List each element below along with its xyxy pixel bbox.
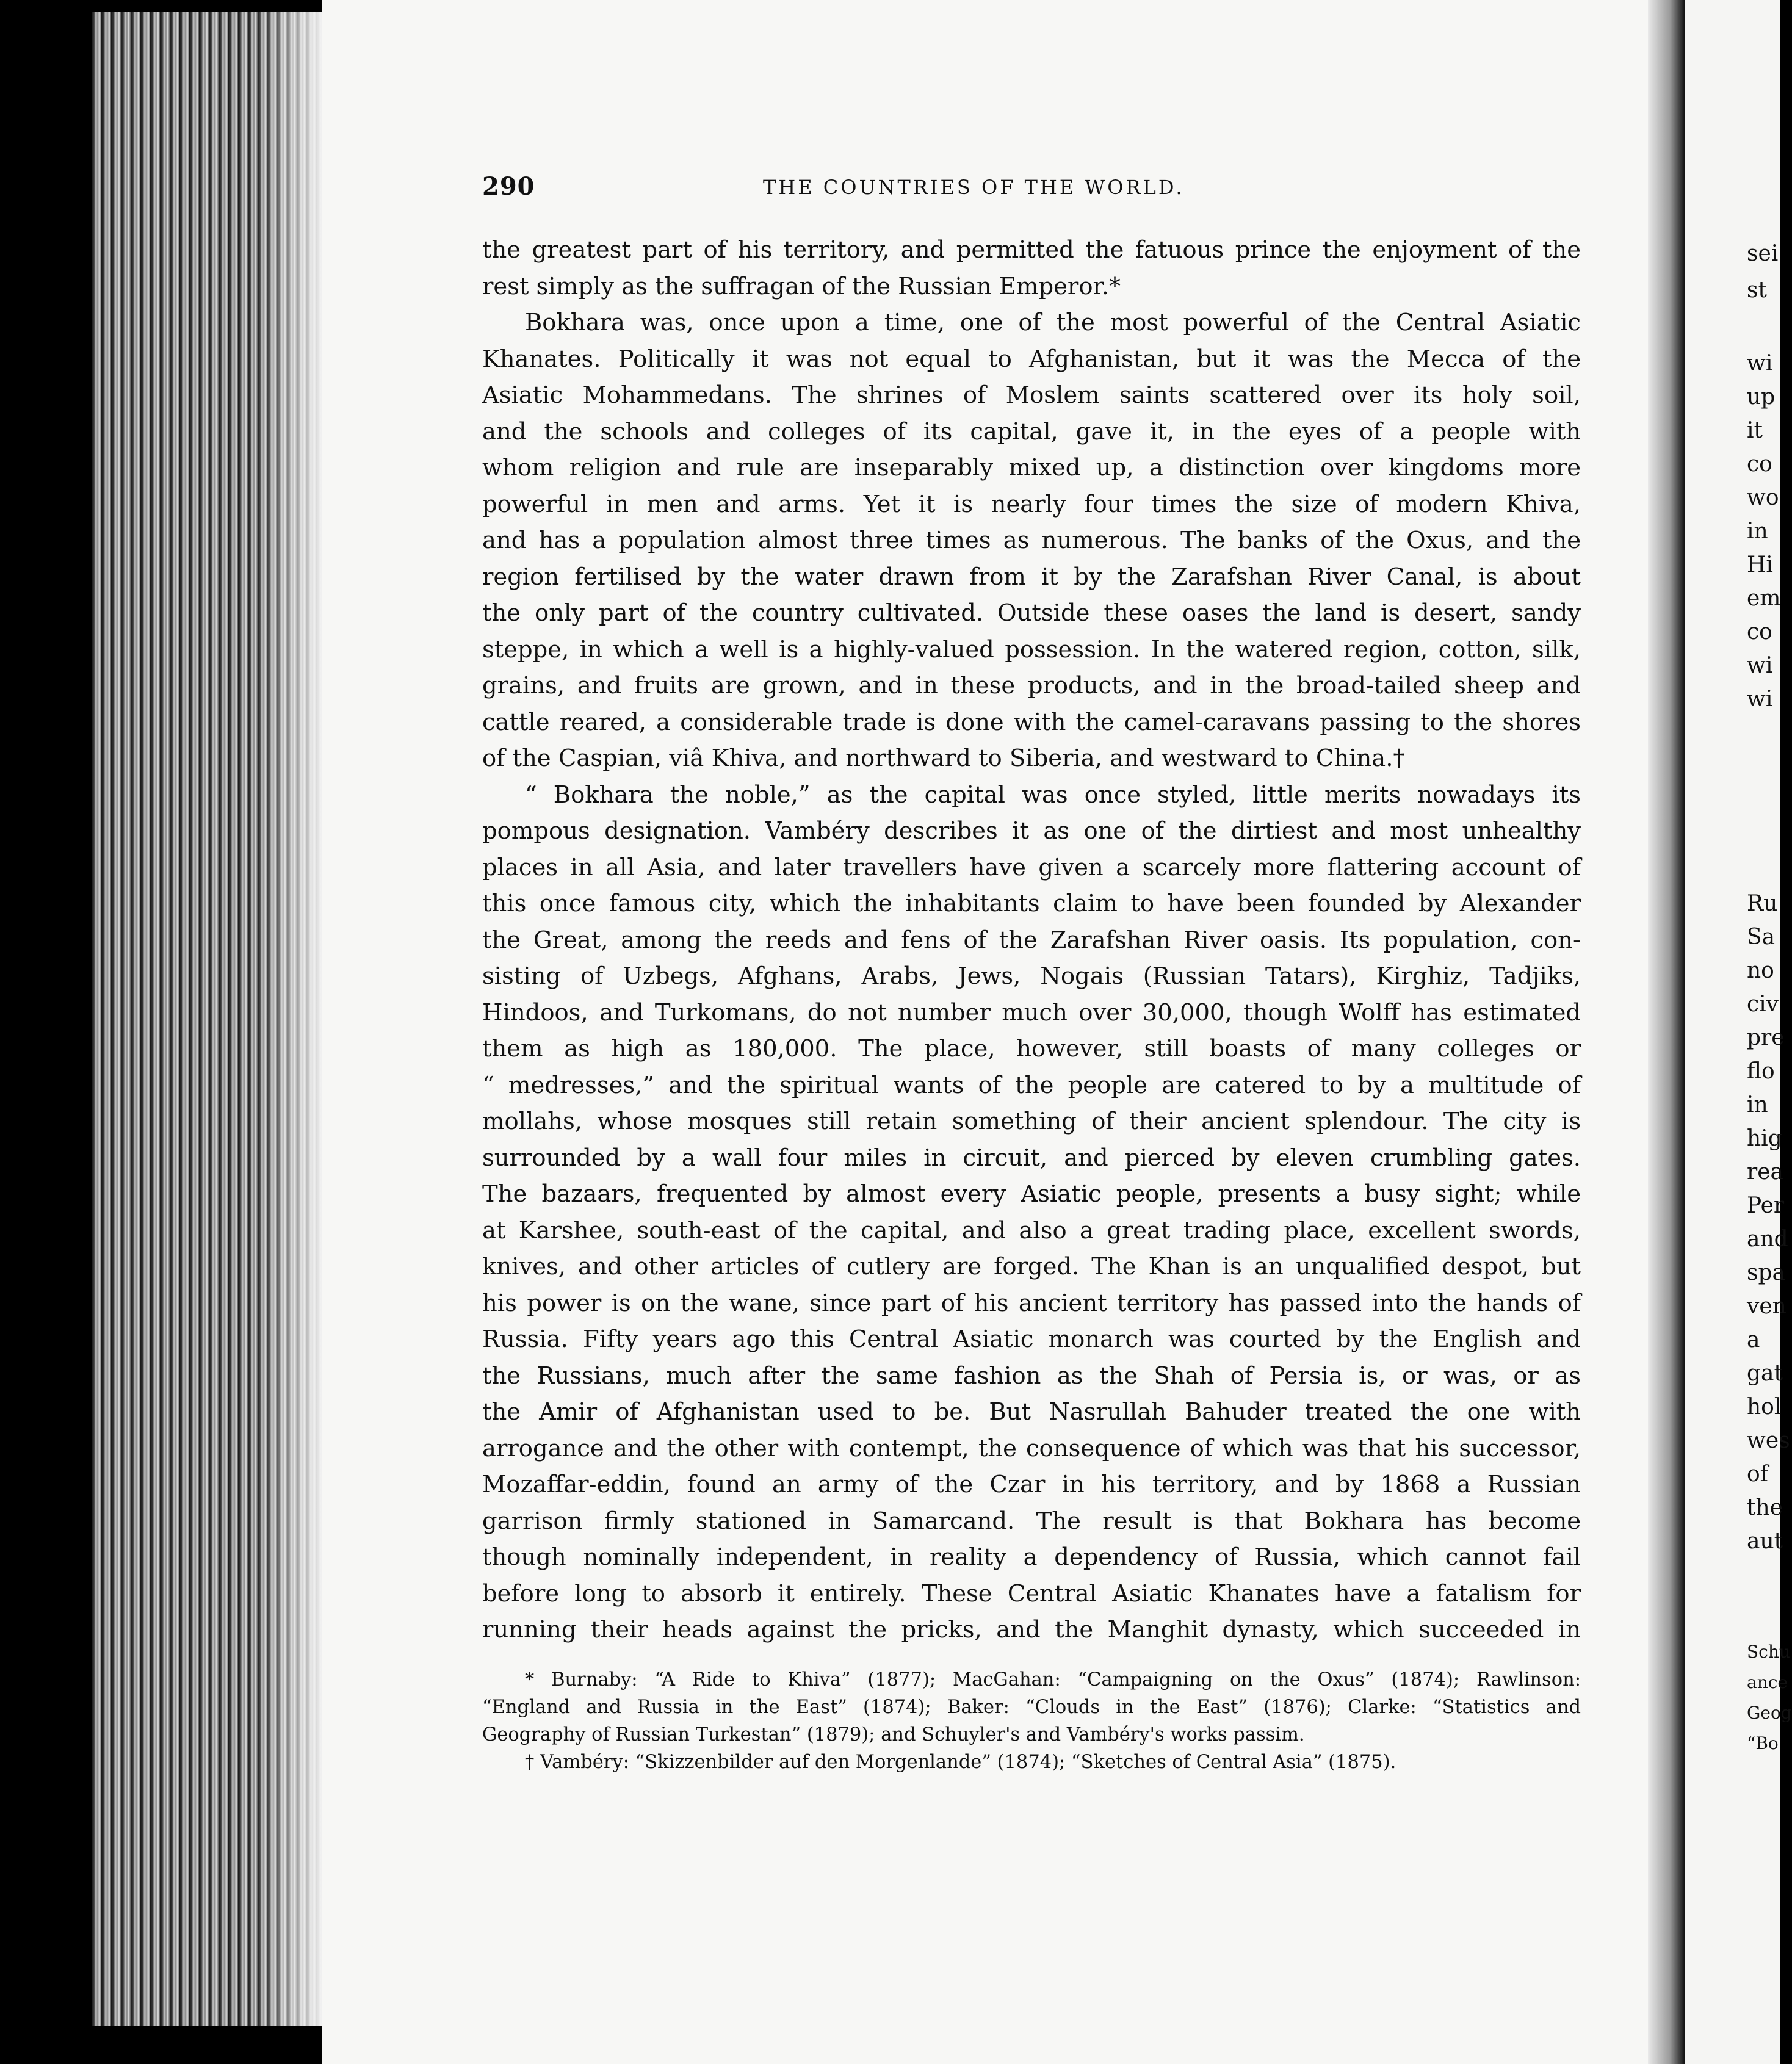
- body-line: and the schools and colleges of its capital, gave it, in the eyes of a people with: [482, 417, 1581, 446]
- body-line: the Russians, much after the same fashion as the Shah of Persia is, or was, or as: [482, 1362, 1581, 1390]
- right-page-fragment: in: [1747, 1092, 1768, 1117]
- right-page-fragment: em: [1747, 586, 1781, 611]
- right-page-fragment: st: [1747, 278, 1767, 303]
- body-line: though nominally independent, in reality a dependency of Russia, which cannot fail: [482, 1543, 1581, 1571]
- right-page-fragment: the: [1747, 1495, 1783, 1520]
- right-page-fragment: wi: [1747, 653, 1773, 678]
- right-page-fragment: no: [1747, 958, 1774, 983]
- body-line: them as high as 180,000. The place, however, still boasts of many colleges or: [482, 1035, 1581, 1063]
- right-page-fragment: wo: [1747, 485, 1779, 510]
- right-page-fragment: rea: [1747, 1160, 1783, 1185]
- running-head: THE COUNTRIES OF THE WORLD.: [763, 176, 1185, 199]
- right-page-fragment: hol: [1747, 1395, 1782, 1420]
- right-page-fragment: in: [1747, 519, 1768, 544]
- body-text: [482, 232, 1581, 1648]
- right-page-fragment: Ru: [1747, 891, 1778, 916]
- body-line: rest simply as the suffragan of the Russian Emperor.*: [482, 272, 1121, 300]
- body-line: this once famous city, which the inhabitants claim to have been founded by Alexander: [482, 890, 1581, 917]
- right-page-fragment: a: [1747, 1327, 1760, 1352]
- body-line: Bokhara was, once upon a time, one of the most powerful of the Central Asiatic: [525, 309, 1581, 336]
- right-page-fragment: Sa: [1747, 925, 1776, 950]
- right-page-fragment: pre: [1747, 1025, 1785, 1050]
- right-page-fragment: Per: [1747, 1193, 1785, 1218]
- right-page-fragment: wes: [1747, 1428, 1790, 1453]
- body-line: Asiatic Mohammedans. The shrines of Moslem saints scattered over its holy soil,: [482, 381, 1581, 409]
- page-header: [482, 172, 1581, 209]
- body-line: Khanates. Politically it was not equal to Afghanistan, but it was the Mecca of the: [482, 345, 1581, 373]
- body-line: of the Caspian, viâ Khiva, and northward to Siberia, and westward to China.†: [482, 745, 1405, 772]
- right-page-fragment: wi: [1747, 687, 1773, 712]
- body-line: grains, and fruits are grown, and in these products, and in the broad-tailed sheep and: [482, 672, 1581, 699]
- right-page-fragment: Schu: [1747, 1642, 1790, 1662]
- right-page-fragment: and: [1747, 1227, 1788, 1252]
- right-page-fragment: aut: [1747, 1529, 1783, 1554]
- right-page-fragment: co: [1747, 452, 1772, 477]
- footnotes: [482, 1666, 1581, 1776]
- book-fore-edge-fade: [256, 12, 323, 2026]
- right-page-fragment: Geog: [1747, 1703, 1792, 1723]
- body-line: arrogance and the other with contempt, the consequence of which was that his successor,: [482, 1434, 1581, 1462]
- body-line: Russia. Fifty years ago this Central Asiatic monarch was courted by the English and: [482, 1326, 1581, 1353]
- body-line: at Karshee, south-east of the capital, and also a great trading place, excellent swords,: [482, 1216, 1581, 1244]
- body-line: the only part of the country cultivated. Outside these oases the land is desert, sandy: [482, 599, 1581, 627]
- right-page-fragment: up: [1747, 384, 1776, 410]
- body-line: steppe, in which a well is a highly-valued possession. In the watered region, cotton, silk,: [482, 635, 1581, 663]
- right-page-fragment: wi: [1747, 351, 1773, 376]
- body-line: whom religion and rule are inseparably mixed up, a distinction over kingdoms more: [482, 454, 1581, 482]
- body-line: powerful in men and arms. Yet it is nearly four times the size of modern Khiva,: [482, 490, 1581, 518]
- body-line: “ Bokhara the noble,” as the capital was once styled, little merits nowadays its: [525, 781, 1581, 809]
- body-line: the Amir of Afghanistan used to be. But Nasrullah Bahuder treated the one with: [482, 1398, 1581, 1426]
- body-line: sisting of Uzbegs, Afghans, Arabs, Jews, Nogais (Russian Tatars), Kirghiz, Tadjiks,: [482, 962, 1581, 990]
- gutter-shadow: [1648, 0, 1685, 2064]
- body-line: knives, and other articles of cutlery are forged. The Khan is an unqualified despot, but: [482, 1253, 1581, 1280]
- body-line: Hindoos, and Turkomans, do not number much over 30,000, though Wolff has estimated: [482, 998, 1581, 1027]
- body-line: the Great, among the reeds and fens of the Zarafshan River oasis. Its population, con-: [482, 926, 1581, 954]
- body-line: surrounded by a wall four miles in circuit, and pierced by eleven crumbling gates.: [482, 1144, 1581, 1172]
- right-page-fragment: flo: [1747, 1059, 1775, 1084]
- body-line: running their heads against the pricks, and the Manghit dynasty, which succeeded in: [482, 1616, 1581, 1644]
- right-page-fragment: ance: [1747, 1672, 1788, 1692]
- right-page-fragment: co: [1747, 619, 1772, 644]
- body-line: the greatest part of his territory, and permitted the fatuous prince the enjoyment of the: [482, 236, 1581, 264]
- body-line: The bazaars, frequented by almost every Asiatic people, presents a busy sight; while: [482, 1180, 1581, 1208]
- footnote-line: “England and Russia in the East” (1874); Baker: “Clouds in the East” (1876); Clarke: “Statistics and: [482, 1697, 1581, 1718]
- body-line: places in all Asia, and later travellers have given a scarcely more flattering account of: [482, 853, 1581, 881]
- body-line: pompous designation. Vambéry describes it as one of the dirtiest and most unhealthy: [482, 817, 1581, 845]
- body-line: region fertilised by the water drawn from it by the Zarafshan River Canal, is about: [482, 563, 1581, 591]
- right-page-fragment: “Bo: [1747, 1733, 1779, 1753]
- body-line: cattle reared, a considerable trade is done with the camel-caravans passing to the shores: [482, 708, 1581, 736]
- footnote-line: Geography of Russian Turkestan” (1879); and Schuyler's and Vambéry's works passim.: [482, 1724, 1305, 1745]
- body-line: and has a population almost three times as numerous. The banks of the Oxus, and the: [482, 527, 1581, 554]
- right-page-fragment: of: [1747, 1462, 1768, 1487]
- body-line: mollahs, whose mosques still retain something of their ancient splendour. The city is: [482, 1108, 1581, 1135]
- body-line: before long to absorb it entirely. These Central Asiatic Khanates have a fatalism for: [482, 1579, 1581, 1608]
- right-page-fragment: civ: [1747, 992, 1779, 1017]
- footnote-line: * Burnaby: “A Ride to Khiva” (1877); MacGahan: “Campaigning on the Oxus” (1874); Rawlinson:: [525, 1669, 1581, 1691]
- right-page-fragment: spa: [1747, 1260, 1785, 1285]
- right-page-fragment: it: [1747, 418, 1763, 443]
- body-line: “ medresses,” and the spiritual wants of the people are catered to by a multitude of: [482, 1071, 1581, 1099]
- right-page-fragment: Hi: [1747, 552, 1773, 577]
- right-page-fragment: gat: [1747, 1361, 1783, 1386]
- body-line: his power is on the wane, since part of his ancient territory has passed into the hands of: [482, 1289, 1581, 1317]
- body-line: garrison firmly stationed in Samarcand. The result is that Bokhara has become: [482, 1507, 1581, 1535]
- body-line: Mozaffar-eddin, found an army of the Czar in his territory, and by 1868 a Russian: [482, 1471, 1581, 1498]
- footnote-line: † Vambéry: “Skizzenbilder auf den Morgenlande” (1874); “Sketches of Central Asia” (1875).: [525, 1752, 1396, 1773]
- right-page-fragment: hig: [1747, 1126, 1782, 1151]
- right-page-fragment: sei: [1747, 241, 1779, 266]
- page-number: 290: [482, 172, 535, 201]
- right-page-fragment: ven: [1747, 1294, 1787, 1319]
